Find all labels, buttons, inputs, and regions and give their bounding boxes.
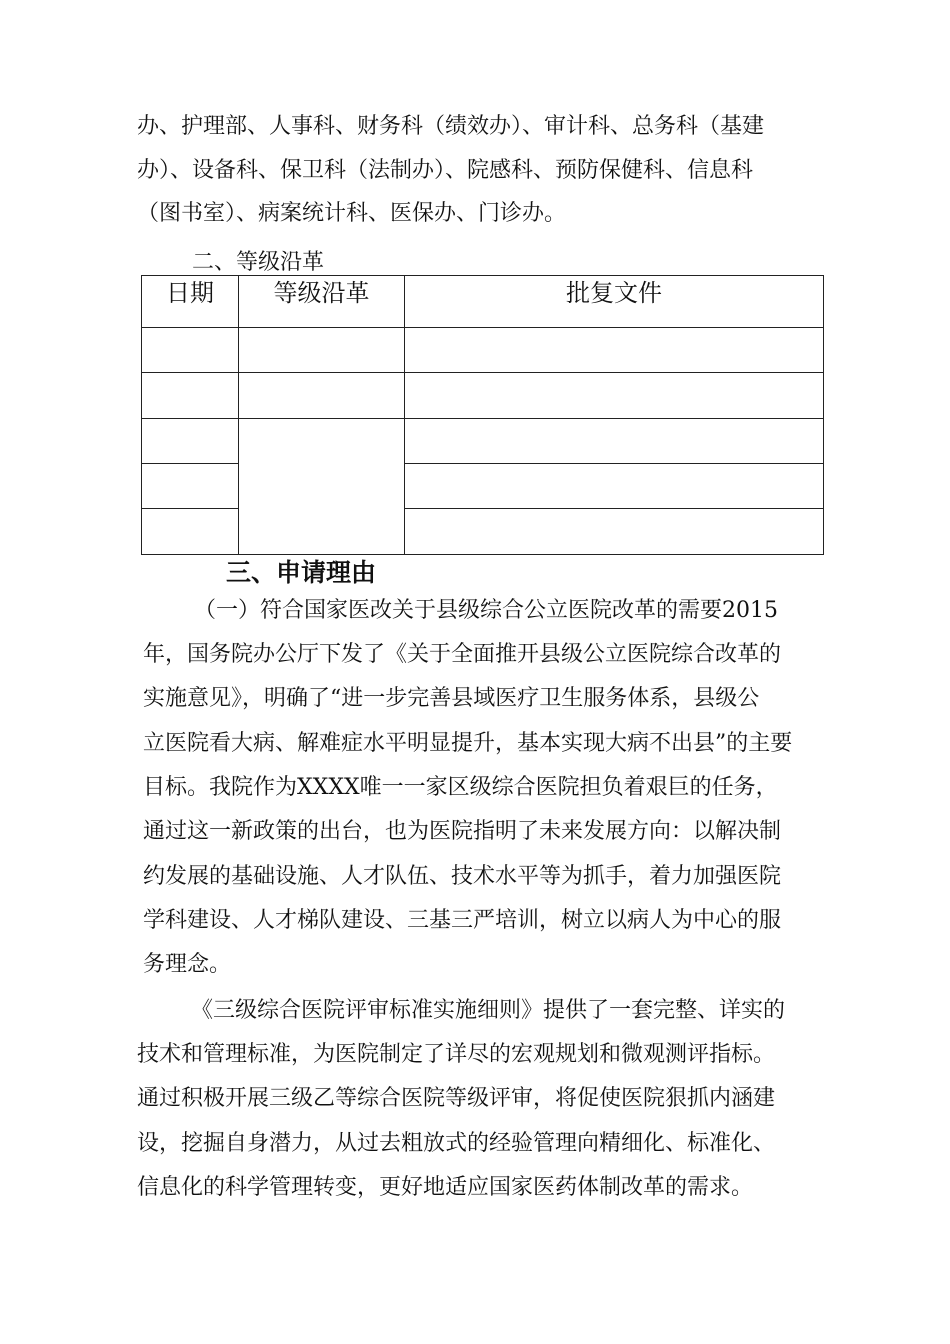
paragraph-line: 《三级综合医院评审标准实施细则》提供了一套完整、详实的 xyxy=(191,998,786,1023)
table-cell xyxy=(405,327,824,372)
paragraph-line: 信息化的科学管理转变，更好地适应国家医药体制改革的需求。 xyxy=(137,1175,754,1200)
paragraph-line: 技术和管理标准，为医院制定了详尽的宏观规划和微观测评指标。 xyxy=(137,1042,776,1067)
intro-line: 办）、设备科、保卫科（法制办）、院感科、预防保健科、信息科 xyxy=(137,158,754,183)
intro-line: 办、护理部、人事科、财务科（绩效办）、审计科、总务科（基建 xyxy=(137,114,765,139)
paragraph-line: （一）符合国家医改关于县级综合公立医院改革的需要2015 xyxy=(194,598,778,623)
column-header-grade-history: 等级沿革 xyxy=(239,276,405,328)
table-cell xyxy=(142,418,239,463)
paragraph-line: 务理念。 xyxy=(143,952,232,977)
table-cell xyxy=(239,373,405,418)
paragraph-line: 目标。我院作为XXXX唯一一家区级综合医院担负着艰巨的任务， xyxy=(143,775,778,800)
table-row xyxy=(142,418,824,463)
table-cell xyxy=(142,327,239,372)
table-cell xyxy=(142,509,239,555)
paragraph-line: 通过这一新政策的出台，也为医院指明了未来发展方向：以解决制 xyxy=(143,819,782,844)
section-heading-application-reasons: 三、申请理由 xyxy=(226,558,377,587)
column-header-approval-document: 批复文件 xyxy=(405,276,824,328)
table-header-row xyxy=(142,276,824,328)
paragraph-line: 实施意见》，明确了“进一步完善县域医疗卫生服务体系，县级公 xyxy=(143,686,760,711)
table-cell xyxy=(142,373,239,418)
paragraph-line: 设，挖掘自身潜力，从过去粗放式的经验管理向精细化、标准化、 xyxy=(137,1131,776,1156)
table-row xyxy=(142,373,824,418)
grade-history-table xyxy=(141,275,824,555)
table-row xyxy=(142,327,824,372)
table-cell xyxy=(405,373,824,418)
paragraph-line: 约发展的基础设施、人才队伍、技术水平等为抓手，着力加强医院 xyxy=(143,864,782,889)
intro-line: （图书室）、病案统计科、医保办、门诊办。 xyxy=(137,201,567,226)
column-header-date: 日期 xyxy=(142,276,239,328)
table-cell-merged xyxy=(239,418,405,554)
table-cell xyxy=(239,327,405,372)
table-cell xyxy=(405,418,824,463)
table-cell xyxy=(405,464,824,509)
paragraph-line: 通过积极开展三级乙等综合医院等级评审，将促使医院狠抓内涵建 xyxy=(137,1086,776,1111)
paragraph-line: 立医院看大病、解难症水平明显提升，基本实现大病不出县”的主要 xyxy=(143,731,793,756)
table-cell xyxy=(405,509,824,555)
section-heading-grade-history: 二、等级沿革 xyxy=(192,250,325,275)
paragraph-line: 年，国务院办公厅下发了《关于全面推开县级公立医院综合改革的 xyxy=(143,642,782,667)
table-cell xyxy=(142,464,239,509)
paragraph-line: 学科建设、人才梯队建设、三基三严培训，树立以病人为中心的服 xyxy=(143,908,782,933)
